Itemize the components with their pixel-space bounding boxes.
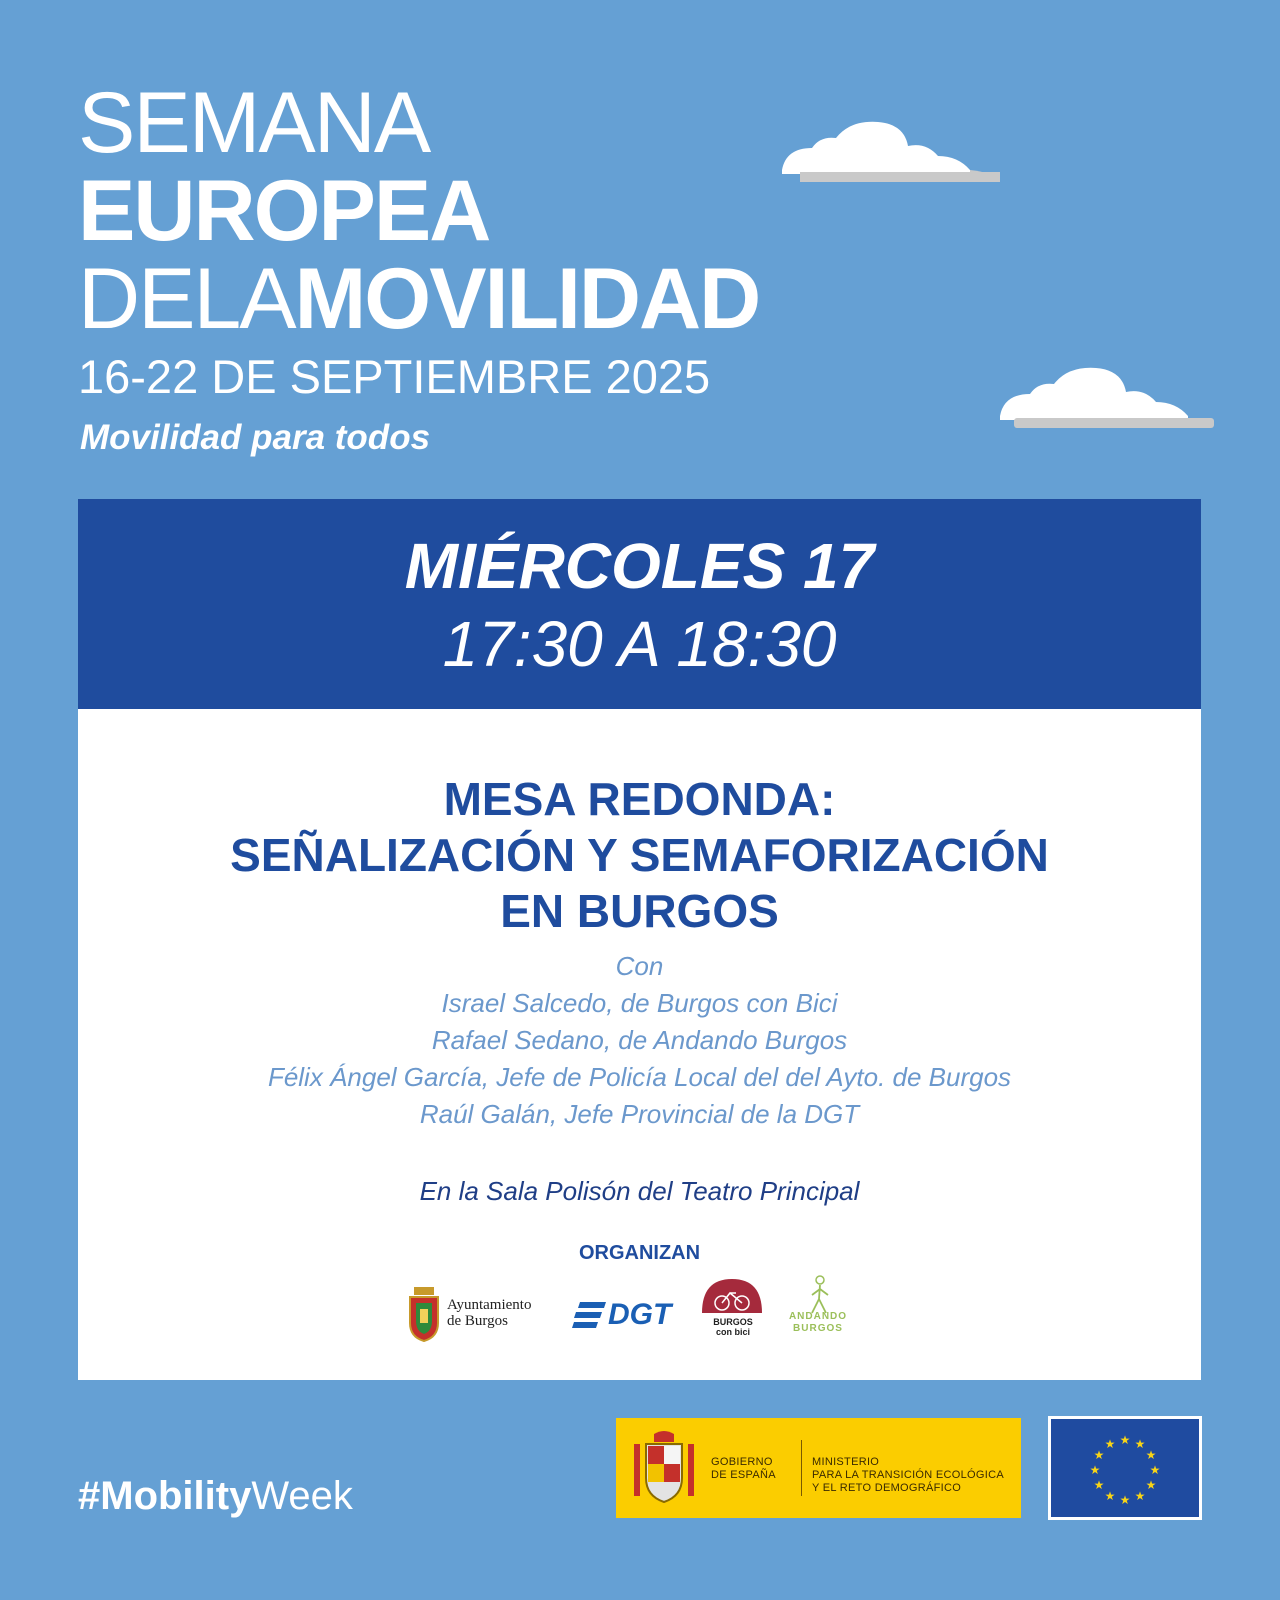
andando-burgos-logo xyxy=(778,1275,858,1345)
bici-text-line1: BURGOS xyxy=(713,1317,753,1327)
svg-text:★: ★ xyxy=(1104,1437,1116,1451)
gov-text-line2: DE ESPAÑA xyxy=(711,1469,776,1481)
svg-text:★: ★ xyxy=(1104,1489,1116,1503)
date-time-band xyxy=(78,499,1201,709)
svg-text:★: ★ xyxy=(1089,1463,1101,1477)
ayuntamiento-logo xyxy=(408,1285,558,1345)
dgt-text: DGT xyxy=(608,1298,672,1331)
andando-text-line1: ANDANDO xyxy=(788,1311,848,1322)
eu-stars-icon xyxy=(1051,1419,1199,1517)
svg-text:★: ★ xyxy=(1134,1489,1146,1503)
bici-text-line2: con bici xyxy=(715,1327,750,1337)
burgos-con-bici-logo xyxy=(698,1277,768,1343)
dgt-logo xyxy=(572,1296,682,1336)
cloud-icon xyxy=(780,118,1000,190)
heading-semana: SEMANA xyxy=(78,75,430,171)
hashtag-bold: #Mobility xyxy=(78,1474,252,1518)
svg-text:★: ★ xyxy=(1093,1478,1105,1492)
organizers-label: ORGANIZAN xyxy=(578,1242,701,1264)
gov-text-line1: GOBIERNO xyxy=(711,1456,773,1468)
with-label: Con xyxy=(615,951,664,981)
heading-de-la-movilidad xyxy=(78,251,760,347)
svg-text:★: ★ xyxy=(1149,1463,1161,1477)
andando-text-line2: BURGOS xyxy=(793,1323,843,1334)
slogan: Movilidad para todos xyxy=(80,418,431,457)
ministry-text-line1: MINISTERIO xyxy=(812,1456,880,1468)
heading-movilidad: MOVILIDAD xyxy=(294,251,760,347)
svg-text:★: ★ xyxy=(1145,1478,1157,1492)
ministry-text-line2: PARA LA TRANSICIÓN ECOLÓGICA xyxy=(812,1469,1004,1481)
participant: Rafael Sedano, de Andando Burgos xyxy=(431,1025,848,1055)
heading-europea: EUROPEA xyxy=(78,163,490,259)
venue: En la Sala Polisón del Teatro Principal xyxy=(419,1176,860,1206)
event-card xyxy=(78,499,1201,1380)
ayto-text-line2: de Burgos xyxy=(447,1313,508,1329)
hashtag-regular: Week xyxy=(251,1474,353,1518)
participant: Raúl Galán, Jefe Provincial de la DGT xyxy=(419,1099,860,1129)
dgt-stripes-icon xyxy=(572,1300,606,1330)
divider xyxy=(801,1440,802,1496)
svg-text:★: ★ xyxy=(1093,1448,1105,1462)
event-day: MIÉRCOLES 17 xyxy=(404,530,875,602)
cloud-icon xyxy=(998,364,1218,436)
event-dates: 16-22 DE SEPTIEMBRE 2025 xyxy=(78,350,711,403)
crest-icon xyxy=(408,1285,440,1343)
participant: Israel Salcedo, de Burgos con Bici xyxy=(441,988,838,1018)
event-title-line: EN BURGOS xyxy=(500,885,779,937)
svg-text:★: ★ xyxy=(1134,1437,1146,1451)
svg-text:★: ★ xyxy=(1119,1433,1131,1447)
ayto-text-line1: Ayuntamiento xyxy=(447,1297,532,1313)
walking-person-icon xyxy=(806,1275,832,1315)
event-time: 17:30 A 18:30 xyxy=(442,608,837,680)
eu-flag xyxy=(1048,1416,1202,1520)
svg-text:★: ★ xyxy=(1119,1493,1131,1507)
event-title-line: SEÑALIZACIÓN Y SEMAFORIZACIÓN xyxy=(230,829,1049,881)
event-title-line: MESA REDONDA: xyxy=(443,773,836,825)
eu-flag-field xyxy=(1051,1419,1199,1517)
bicycle-icon xyxy=(700,1277,764,1317)
gobierno-de-espana-logo xyxy=(616,1418,1021,1518)
ministry-text-line3: Y EL RETO DEMOGRÁFICO xyxy=(812,1482,962,1494)
spain-coat-of-arms-icon xyxy=(632,1430,696,1506)
hashtag xyxy=(78,1474,353,1519)
svg-text:★: ★ xyxy=(1145,1448,1157,1462)
heading-dela: DELA xyxy=(78,251,295,347)
participant: Félix Ángel García, Jefe de Policía Local del del Ayto. de Burgos xyxy=(267,1062,1012,1092)
